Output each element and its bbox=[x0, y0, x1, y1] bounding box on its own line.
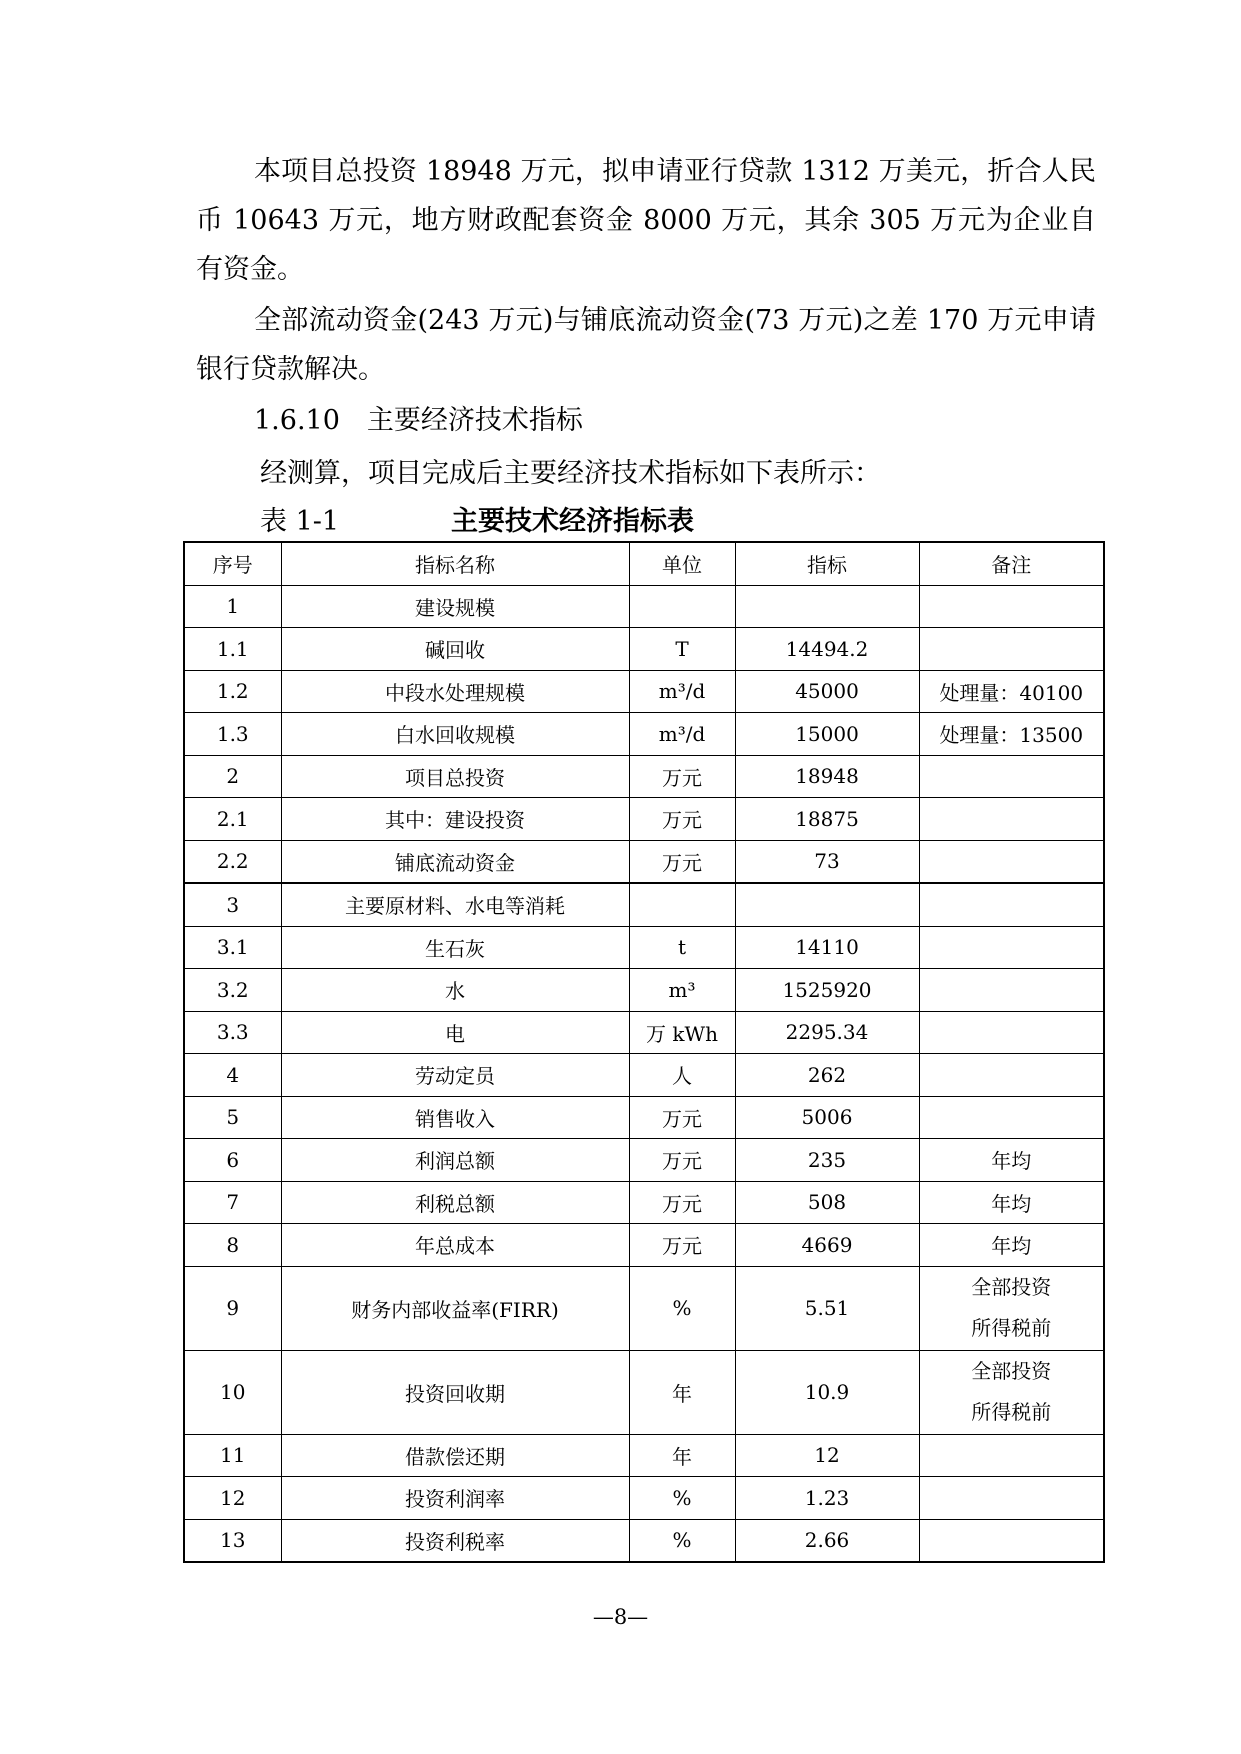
row-unit: m³/d bbox=[629, 713, 735, 756]
paragraph-working-capital: 全部流动资金(243 万元)与铺底流动资金(73 万元)之差 170 万元申请银行贷款解决。 bbox=[196, 305, 1096, 385]
row-name: 其中：建设投资 bbox=[281, 798, 629, 841]
table-row bbox=[184, 840, 1104, 883]
row-name: 利润总额 bbox=[281, 1139, 629, 1182]
row-no: 2.2 bbox=[184, 840, 281, 883]
row-note bbox=[919, 969, 1104, 1012]
row-value: 5.51 bbox=[735, 1266, 919, 1350]
table-row bbox=[184, 713, 1104, 756]
row-value: 45000 bbox=[735, 670, 919, 713]
row-name: 借款偿还期 bbox=[281, 1434, 629, 1477]
row-no: 5 bbox=[184, 1096, 281, 1139]
row-note bbox=[919, 628, 1104, 671]
row-name: 碱回收 bbox=[281, 628, 629, 671]
table-header-row bbox=[184, 542, 1104, 585]
row-unit: 万元 bbox=[629, 755, 735, 798]
row-unit: 年 bbox=[629, 1434, 735, 1477]
row-note bbox=[919, 755, 1104, 798]
table-row bbox=[184, 1181, 1104, 1224]
row-unit: 万元 bbox=[629, 840, 735, 883]
row-value: 508 bbox=[735, 1181, 919, 1224]
table-row bbox=[184, 1139, 1104, 1182]
row-name: 利税总额 bbox=[281, 1181, 629, 1224]
row-no: 3.3 bbox=[184, 1011, 281, 1054]
row-name: 投资利润率 bbox=[281, 1477, 629, 1520]
row-value: 14110 bbox=[735, 926, 919, 969]
row-value: 12 bbox=[735, 1434, 919, 1477]
row-unit: % bbox=[629, 1477, 735, 1520]
row-no: 8 bbox=[184, 1224, 281, 1267]
header-no: 序号 bbox=[184, 542, 281, 585]
row-unit: 人 bbox=[629, 1054, 735, 1097]
row-value: 15000 bbox=[735, 713, 919, 756]
row-note bbox=[919, 1350, 1104, 1434]
row-value: 18948 bbox=[735, 755, 919, 798]
row-name: 建设规模 bbox=[281, 585, 629, 628]
row-value: 14494.2 bbox=[735, 628, 919, 671]
row-no: 1.3 bbox=[184, 713, 281, 756]
row-no: 3 bbox=[184, 883, 281, 926]
row-no: 9 bbox=[184, 1266, 281, 1350]
row-note-line: 全部投资 bbox=[971, 1275, 1052, 1299]
table-row bbox=[184, 1434, 1104, 1477]
row-unit: m³ bbox=[629, 969, 735, 1012]
row-unit: % bbox=[629, 1266, 735, 1350]
table-row bbox=[184, 883, 1104, 926]
section-heading: 1.6.10 主要经济技术指标 bbox=[254, 405, 583, 436]
row-value: 18875 bbox=[735, 798, 919, 841]
row-name: 白水回收规模 bbox=[281, 713, 629, 756]
row-name: 生石灰 bbox=[281, 926, 629, 969]
table-row bbox=[184, 1350, 1104, 1434]
row-unit: 万元 bbox=[629, 1181, 735, 1224]
row-value: 1.23 bbox=[735, 1477, 919, 1520]
row-no: 4 bbox=[184, 1054, 281, 1097]
row-value: 1525920 bbox=[735, 969, 919, 1012]
row-no: 3.2 bbox=[184, 969, 281, 1012]
row-note: 年均 bbox=[919, 1139, 1104, 1182]
row-value bbox=[735, 883, 919, 926]
page-number: —8— bbox=[592, 1605, 649, 1629]
table-row bbox=[184, 1096, 1104, 1139]
table-caption-title: 主要技术经济指标表 bbox=[451, 506, 694, 537]
row-no: 1 bbox=[184, 585, 281, 628]
row-note-line: 全部投资 bbox=[971, 1359, 1052, 1383]
row-no: 1.1 bbox=[184, 628, 281, 671]
row-note: 年均 bbox=[919, 1181, 1104, 1224]
row-name: 劳动定员 bbox=[281, 1054, 629, 1097]
table-row bbox=[184, 969, 1104, 1012]
row-no: 10 bbox=[184, 1350, 281, 1434]
row-note: 年均 bbox=[919, 1224, 1104, 1267]
row-unit: 万元 bbox=[629, 1224, 735, 1267]
row-note bbox=[919, 1434, 1104, 1477]
row-name: 水 bbox=[281, 969, 629, 1012]
row-note bbox=[919, 926, 1104, 969]
row-note-line: 所得税前 bbox=[971, 1316, 1052, 1340]
table-row bbox=[184, 1266, 1104, 1350]
row-value: 235 bbox=[735, 1139, 919, 1182]
row-name: 铺底流动资金 bbox=[281, 840, 629, 883]
row-value: 262 bbox=[735, 1054, 919, 1097]
table-row bbox=[184, 585, 1104, 628]
row-unit bbox=[629, 883, 735, 926]
row-note bbox=[919, 798, 1104, 841]
row-no: 1.2 bbox=[184, 670, 281, 713]
table-row bbox=[184, 628, 1104, 671]
table-row bbox=[184, 670, 1104, 713]
row-no: 13 bbox=[184, 1519, 281, 1562]
row-no: 2 bbox=[184, 755, 281, 798]
row-no: 2.1 bbox=[184, 798, 281, 841]
table-row bbox=[184, 1054, 1104, 1097]
row-unit: 万元 bbox=[629, 1139, 735, 1182]
row-value: 4669 bbox=[735, 1224, 919, 1267]
table-intro: 经测算，项目完成后主要经济技术指标如下表所示： bbox=[260, 458, 881, 489]
table-row bbox=[184, 926, 1104, 969]
row-note: 处理量：40100 bbox=[919, 670, 1104, 713]
header-unit: 单位 bbox=[629, 542, 735, 585]
row-value: 10.9 bbox=[735, 1350, 919, 1434]
header-note: 备注 bbox=[919, 542, 1104, 585]
row-unit: 万 kWh bbox=[629, 1011, 735, 1054]
row-no: 7 bbox=[184, 1181, 281, 1224]
table-body bbox=[184, 585, 1104, 1562]
row-note bbox=[919, 585, 1104, 628]
row-unit: T bbox=[629, 628, 735, 671]
row-note-line: 所得税前 bbox=[971, 1400, 1052, 1424]
row-no: 12 bbox=[184, 1477, 281, 1520]
row-name: 电 bbox=[281, 1011, 629, 1054]
table-row bbox=[184, 755, 1104, 798]
row-name: 中段水处理规模 bbox=[281, 670, 629, 713]
row-note bbox=[919, 1096, 1104, 1139]
table-caption-label: 表 1-1 bbox=[260, 506, 340, 537]
row-unit: % bbox=[629, 1519, 735, 1562]
row-note: 处理量：13500 bbox=[919, 713, 1104, 756]
row-no: 6 bbox=[184, 1139, 281, 1182]
row-unit: 年 bbox=[629, 1350, 735, 1434]
row-no: 11 bbox=[184, 1434, 281, 1477]
row-name: 年总成本 bbox=[281, 1224, 629, 1267]
row-note bbox=[919, 1054, 1104, 1097]
row-unit: t bbox=[629, 926, 735, 969]
row-name: 财务内部收益率(FIRR) bbox=[281, 1266, 629, 1350]
row-name: 投资回收期 bbox=[281, 1350, 629, 1434]
row-value: 2295.34 bbox=[735, 1011, 919, 1054]
paragraph-investment: 本项目总投资 18948 万元，拟申请亚行贷款 1312 万美元，折合人民币 10643 万元，地方财政配套资金 8000 万元，其余 305 万元为企业自有资金。 bbox=[196, 156, 1096, 285]
row-note bbox=[919, 1011, 1104, 1054]
row-unit bbox=[629, 585, 735, 628]
row-value: 73 bbox=[735, 840, 919, 883]
row-name: 项目总投资 bbox=[281, 755, 629, 798]
indicator-table bbox=[183, 541, 1105, 1563]
table-row bbox=[184, 1477, 1104, 1520]
header-name: 指标名称 bbox=[281, 542, 629, 585]
row-value: 5006 bbox=[735, 1096, 919, 1139]
table-row bbox=[184, 1011, 1104, 1054]
row-name: 主要原材料、水电等消耗 bbox=[281, 883, 629, 926]
table-row bbox=[184, 1519, 1104, 1562]
row-note bbox=[919, 840, 1104, 883]
row-note bbox=[919, 883, 1104, 926]
row-note bbox=[919, 1519, 1104, 1562]
row-value: 2.66 bbox=[735, 1519, 919, 1562]
row-unit: 万元 bbox=[629, 798, 735, 841]
row-name: 投资利税率 bbox=[281, 1519, 629, 1562]
header-value: 指标 bbox=[735, 542, 919, 585]
table-row bbox=[184, 1224, 1104, 1267]
row-value bbox=[735, 585, 919, 628]
row-name: 销售收入 bbox=[281, 1096, 629, 1139]
row-no: 3.1 bbox=[184, 926, 281, 969]
row-note bbox=[919, 1477, 1104, 1520]
row-unit: m³/d bbox=[629, 670, 735, 713]
table-row bbox=[184, 798, 1104, 841]
row-unit: 万元 bbox=[629, 1096, 735, 1139]
row-note bbox=[919, 1266, 1104, 1350]
